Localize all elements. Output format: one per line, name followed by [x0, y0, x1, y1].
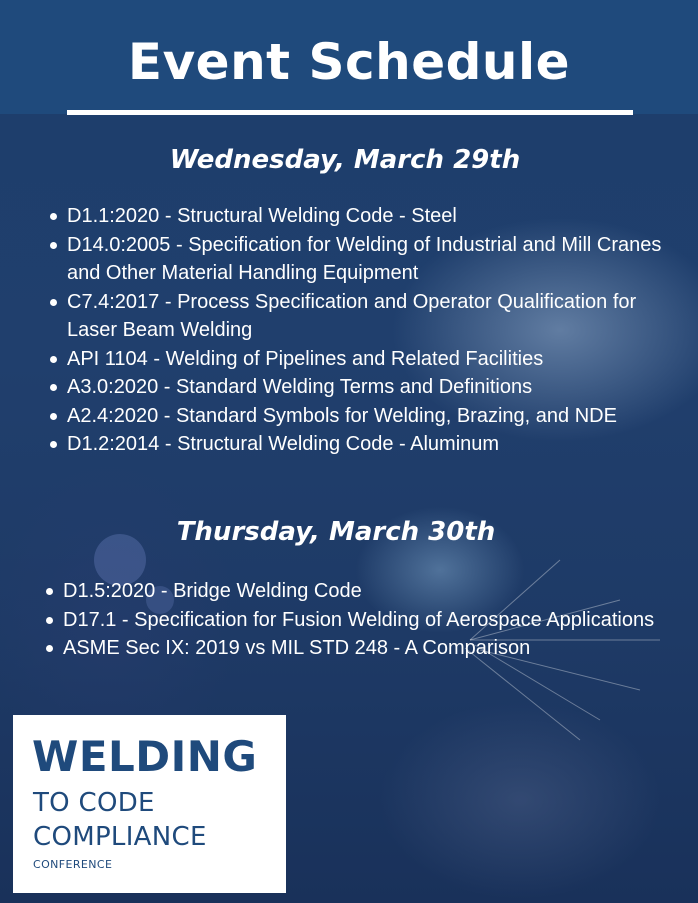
page-title: Event Schedule: [127, 33, 571, 91]
day-heading-wednesday: Wednesday, March 29th: [169, 145, 521, 175]
bullet-icon: [50, 441, 57, 448]
logo-to-code: TO CODE: [33, 788, 155, 818]
session-title: D1.5:2020 - Bridge Welding Code: [63, 580, 362, 602]
bullet-icon: [50, 242, 57, 249]
list-item: [67, 402, 667, 431]
list-item: [67, 202, 667, 231]
bullet-icon: [46, 588, 53, 595]
bullet-icon: [50, 356, 57, 363]
session-title: C7.4:2017 - Process Specification and Operator Qualification for Laser Beam Welding: [67, 290, 637, 341]
session-title: A2.4:2020 - Standard Symbols for Welding, Brazing, and NDE: [67, 404, 617, 427]
session-list-wednesday: [67, 202, 667, 459]
logo-compliance: COMPLIANCE: [33, 822, 207, 852]
bullet-icon: [50, 413, 57, 420]
list-item: [63, 577, 663, 606]
session-title: D1.1:2020 - Structural Welding Code - Steel: [67, 205, 457, 227]
session-title: A3.0:2020 - Standard Welding Terms and Definitions: [67, 376, 533, 398]
session-title: API 1104 - Welding of Pipelines and Related Facilities: [67, 347, 544, 370]
logo-conference: CONFERENCE: [33, 858, 113, 871]
list-item: [67, 430, 667, 459]
bullet-icon: [46, 617, 53, 624]
list-item: [67, 231, 667, 288]
session-title: D1.2:2014 - Structural Welding Code - Aluminum: [67, 433, 500, 455]
bullet-icon: [50, 213, 57, 220]
conference-logo: [13, 715, 286, 893]
bullet-icon: [46, 645, 53, 652]
session-title: D17.1 - Specification for Fusion Welding of Aerospace Applications: [63, 608, 655, 631]
session-title: D14.0:2005 - Specification for Welding of Industrial and Mill Cranes and Other Material Handling Equipment: [67, 233, 662, 284]
list-item: [63, 606, 663, 635]
bullet-icon: [50, 299, 57, 306]
list-item: [67, 373, 667, 402]
day-heading-thursday: Thursday, March 30th: [176, 517, 496, 547]
title-underline: [67, 110, 633, 115]
list-item: [67, 345, 667, 374]
bullet-icon: [50, 384, 57, 391]
logo-welding: WELDING: [32, 732, 258, 781]
list-item: [63, 634, 663, 663]
session-title: ASME Sec IX: 2019 vs MIL STD 248 - A Comparison: [63, 637, 531, 659]
list-item: [67, 288, 667, 345]
session-list-thursday: [63, 577, 663, 663]
